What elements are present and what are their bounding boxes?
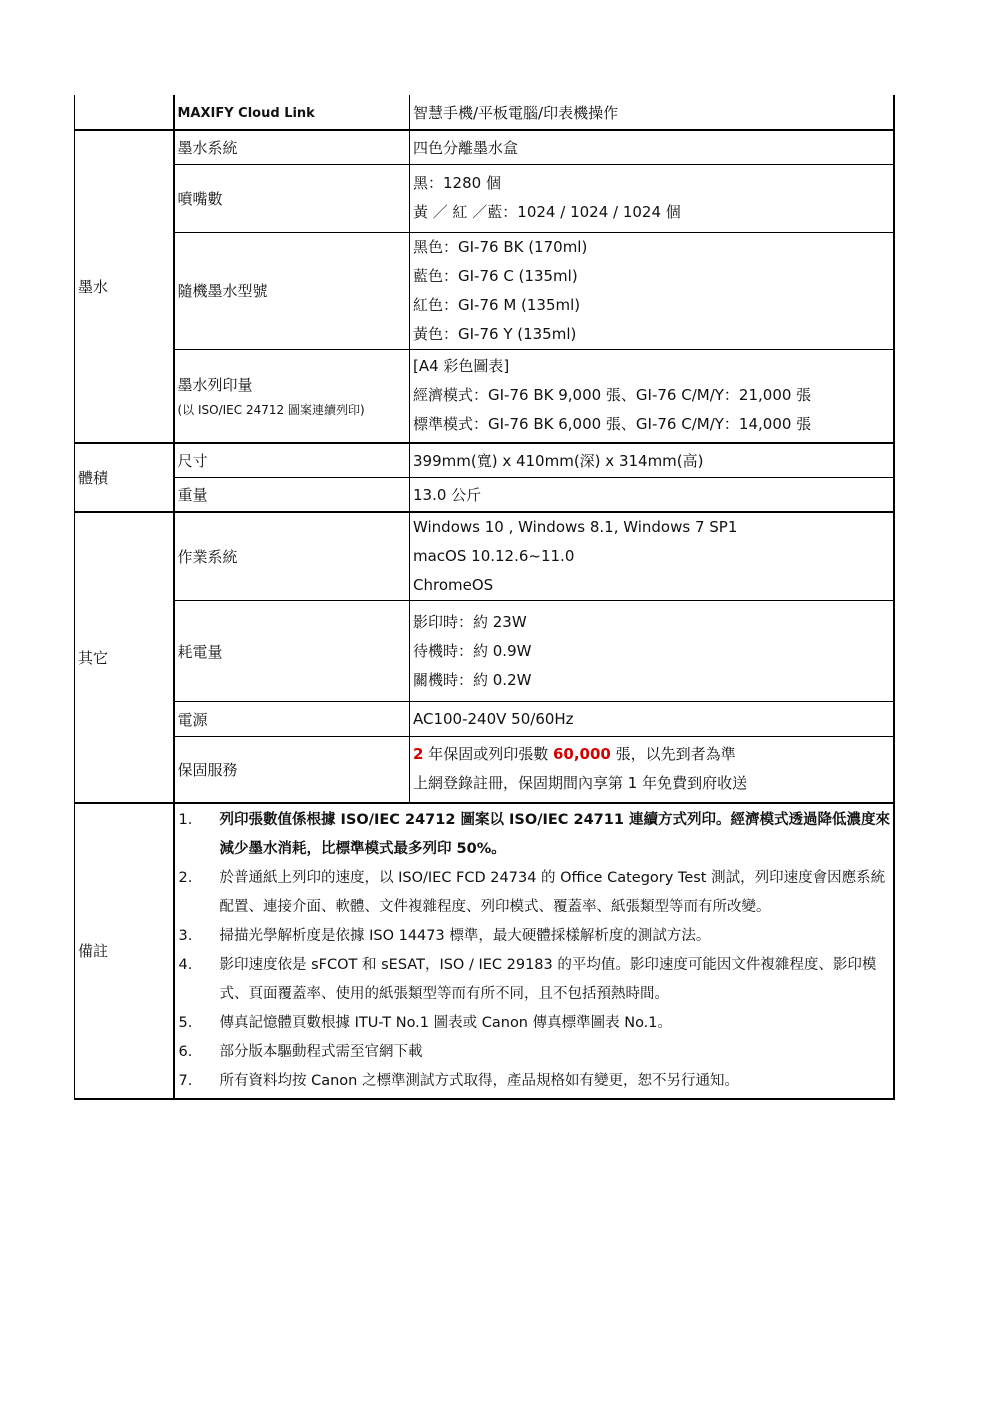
note-item: 1. 列印張數值係根據 ISO/IEC 24712 圖案以 ISO/IEC 24711 連續方式列印。經濟模式透過降低濃度來減少墨水消耗，比標準模式最多列印 50%。 bbox=[178, 811, 890, 857]
category-other: 其它 bbox=[75, 512, 174, 803]
value-power: AC100-240V 50/60Hz bbox=[410, 702, 894, 737]
label-warranty: 保固服務 bbox=[174, 737, 410, 803]
label-dimensions: 尺寸 bbox=[174, 443, 410, 477]
category-remarks: 備註 bbox=[75, 803, 174, 1099]
spec-table bbox=[74, 95, 895, 1100]
remarks-notes bbox=[174, 803, 894, 1099]
note-item: 5. 傳真記憶體頁數根據 ITU-T No.1 圖表或 Canon 傳真標準圖表 No.1。 bbox=[178, 1014, 673, 1031]
label-power: 電源 bbox=[174, 702, 410, 737]
value-power-consumption: 影印時：約 23W 待機時：約 0.9W 關機時：約 0.2W bbox=[410, 601, 894, 702]
value-cartridges: 黑色：GI-76 BK (170ml) 藍色：GI-76 C (135ml) 紅色：GI-76 M (135ml) 黃色：GI-76 Y (135ml) bbox=[410, 232, 894, 349]
warranty-years: 2 bbox=[413, 745, 424, 764]
note-item: 2. 於普通紙上列印的速度，以 ISO/IEC FCD 24734 的 Office Category Test 測試，列印速度會因應系統配置、連接介面、軟體、文件複雜程度、列印模式、覆蓋率、紙張類型等而有所改變。 bbox=[178, 869, 886, 915]
value-weight: 13.0 公斤 bbox=[410, 477, 894, 512]
note-item: 4. 影印速度依是 sFCOT 和 sESAT，ISO / IEC 29183 的平均值。影印速度可能因文件複雜程度、影印模式、頁面覆蓋率、使用的紙張類型等而有所不同，且不包括預熱時間。 bbox=[178, 956, 877, 1002]
note-item: 3. 掃描光學解析度是依據 ISO 14473 標準，最大硬體採樣解析度的測試方法。 bbox=[178, 927, 711, 944]
value-os: Windows 10 , Windows 8.1, Windows 7 SP1 macOS 10.12.6~11.0 ChromeOS bbox=[410, 512, 894, 601]
label-power-consumption: 耗電量 bbox=[174, 601, 410, 702]
note-item: 6. 部分版本驅動程式需至官網下載 bbox=[178, 1043, 423, 1060]
label-cloud-link: MAXIFY Cloud Link bbox=[174, 95, 410, 130]
value-ink-yield: [A4 彩色圖表] 經濟模式：GI-76 BK 9,000 張、GI-76 C/M/Y：21,000 張 標準模式：GI-76 BK 6,000 張、GI-76 C/M/Y：14,000 張 bbox=[410, 349, 894, 443]
label-ink-yield: 墨水列印量 (以 ISO/IEC 24712 圖案連續列印) bbox=[174, 349, 410, 443]
value-nozzles: 黑：1280 個 黃 ／ 紅 ／藍：1024 / 1024 / 1024 個 bbox=[410, 164, 894, 232]
label-ink-system: 墨水系統 bbox=[174, 130, 410, 164]
warranty-pages: 60,000 bbox=[552, 745, 611, 764]
value-cloud-link: 智慧手機/平板電腦/印表機操作 bbox=[410, 95, 894, 130]
category-ink: 墨水 bbox=[75, 130, 174, 443]
label-cartridges: 隨機墨水型號 bbox=[174, 232, 410, 349]
label-weight: 重量 bbox=[174, 477, 410, 512]
category-cell-empty bbox=[75, 95, 174, 130]
value-ink-system: 四色分離墨水盒 bbox=[410, 130, 894, 164]
value-dimensions: 399mm(寬) x 410mm(深) x 314mm(高) bbox=[410, 443, 894, 477]
category-volume: 體積 bbox=[75, 443, 174, 512]
label-os: 作業系統 bbox=[174, 512, 410, 601]
label-nozzles: 噴嘴數 bbox=[174, 164, 410, 232]
value-warranty: 2 年保固或列印張數 60,000 張，以先到者為準 上網登錄註冊，保固期間內享第 1 年免費到府收送 bbox=[410, 737, 894, 803]
note-item: 7. 所有資料均按 Canon 之標準測試方式取得，產品規格如有變更，恕不另行通知。 bbox=[178, 1072, 739, 1089]
